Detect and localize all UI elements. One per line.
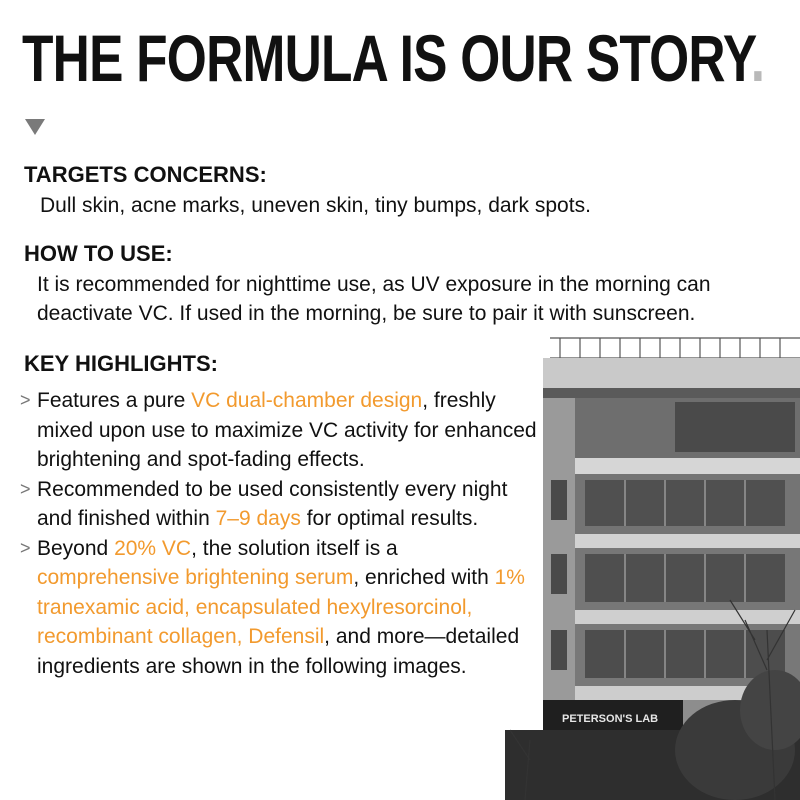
highlights-heading: KEY HIGHLIGHTS:	[24, 351, 218, 376]
bullet-marker: >	[20, 537, 31, 558]
title-text: THE FORMULA IS OUR STORY	[22, 21, 751, 95]
bullet-marker: >	[20, 390, 31, 410]
building-sign: PETERSON'S LAB	[562, 713, 659, 725]
title-dot: .	[750, 21, 765, 95]
highlight-item: > Recommended to be used consistently every night and finished within 7–9 days for optimal results.	[20, 475, 540, 534]
highlight-item: > Features a pure VC dual-chamber design, freshly mixed upon use to maximize VC activity for enhanced brightening and spot-fading effects.	[20, 386, 540, 475]
highlight-accent: comprehensive brightening serum	[37, 566, 354, 589]
concerns-text: Dull skin, acne marks, uneven skin, tiny bumps, dark spots.	[40, 194, 591, 217]
how-to-use-line-1: It is recommended for nighttime use, as UV exposure in the morning can	[37, 273, 711, 296]
page-title	[22, 20, 764, 96]
highlights-list	[20, 386, 540, 681]
highlight-accent: 1% tranexamic acid, encapsulated hexylresorcinol, recombinant collagen, Defensil	[37, 566, 525, 648]
building-photo	[505, 330, 800, 800]
concerns-heading: TARGETS CONCERNS:	[24, 162, 267, 187]
how-to-use-line-2: deactivate VC. If used in the morning, be sure to pair it with sunscreen.	[37, 302, 696, 325]
highlight-accent: VC dual-chamber design	[191, 389, 423, 412]
how-to-use-heading: HOW TO USE:	[24, 241, 173, 266]
triangle-down-icon	[25, 119, 45, 135]
highlight-accent: 7–9 days	[215, 507, 301, 530]
bullet-marker: >	[20, 478, 31, 499]
highlight-accent: 20% VC	[114, 536, 192, 560]
highlight-item: > Beyond 20% VC, the solution itself is a comprehensive brightening serum, enriched with 1% tranexamic acid, encapsulated hexylresorcinol, recombinant collagen, Defensil, and more—detailed ingredients are shown in the following images.	[20, 534, 540, 682]
